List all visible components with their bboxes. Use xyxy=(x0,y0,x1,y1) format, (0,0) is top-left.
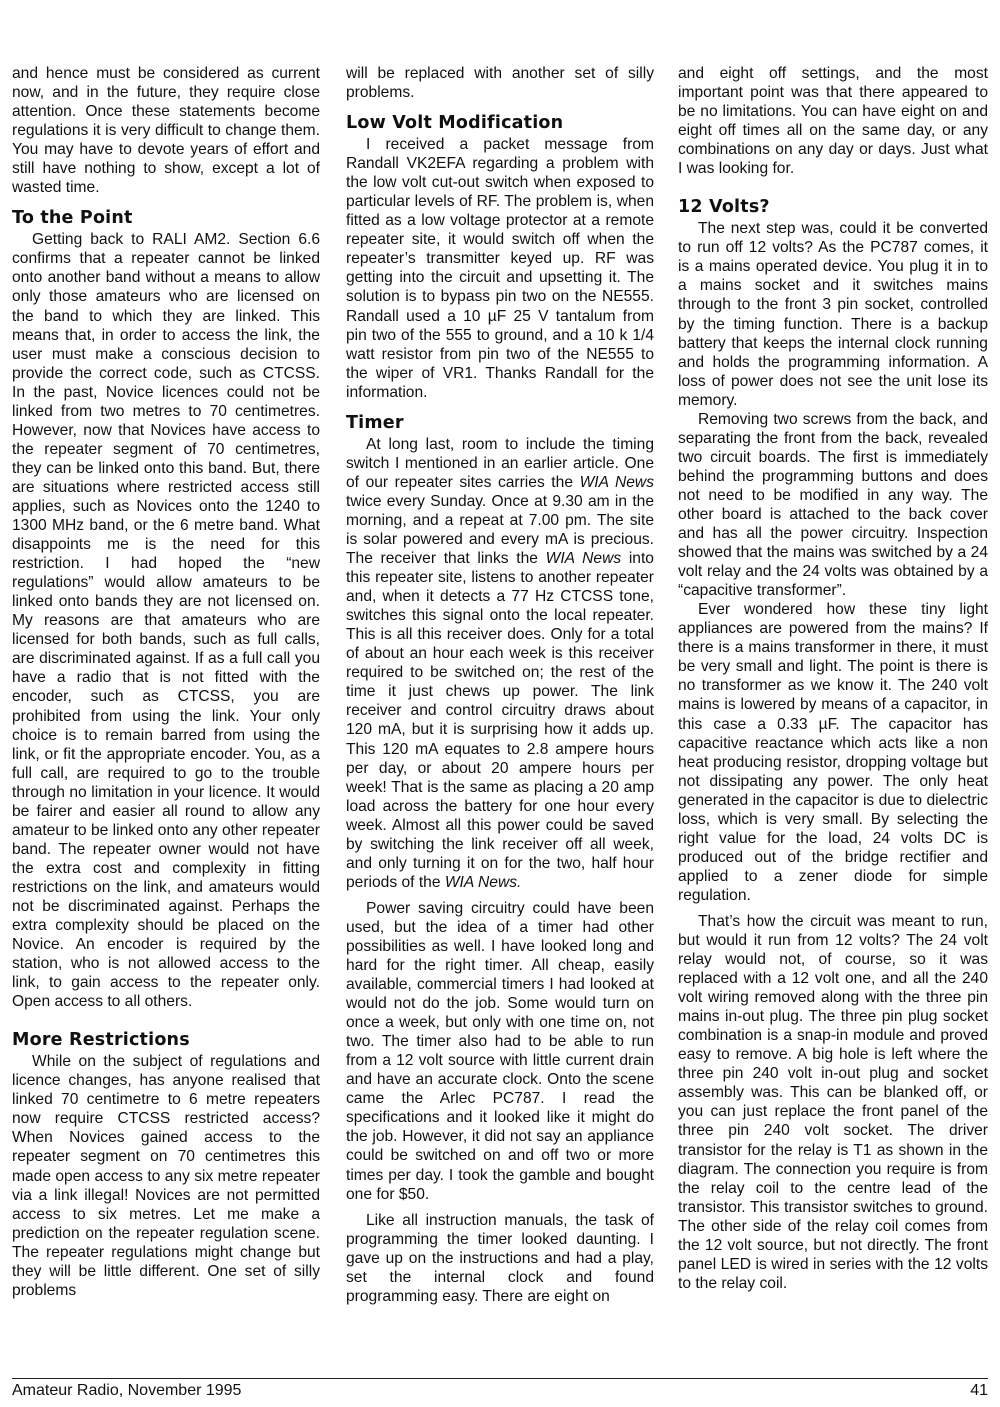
paragraph xyxy=(346,435,654,892)
publication-name: WIA News. xyxy=(444,873,522,891)
paragraph: While on the subject of regulations and licence changes, has anyone realised that linked 70 centimetre to 6 metre repeaters now require CTCSS restricted access? When Novices gained access to the repeater segment on 70 centimetres this made open access to any six metre repeater via a link illegal! Novices are not permitted access to six metres. Let me make a prediction on the repeater regulation scene. The repeater regulations might change but they will be little different. One set of silly problems xyxy=(12,1053,320,1299)
page-number: 41 xyxy=(970,1382,988,1399)
paragraph: Power saving circuitry could have been used, but the idea of a timer had other possibilities as well. I have looked long and hard for the right timer. All cheap, easily available, commercial timers I had looked at would not do the job. Some would turn on once a week, but only with one time on, not two. The timer also had to be able to run from a 12 volt source with little current drain and have an accurate clock. Onto the scene came the Arlec PC787. I read the specifications and it looked like it might do the job. However, it did not say an appliance could be switched on and off two or more times per day. I took the gamble and bought one for $50. xyxy=(346,899,654,1203)
text-run: twice every Sunday. Once at 9.30 am in the morning, and a repeat at 7.00 pm. The site is solar powered and every mA is precious. The receiver that links the xyxy=(346,492,654,568)
footer-divider xyxy=(12,1378,988,1379)
paragraph: I received a packet message from Randall VK2EFA regarding a problem with the low volt cut-out switch when exposed to particular levels of RF. The problem is, when fitted as a low voltage protector at a remote repeater site, it would switch off when the repeater’s transmitter keyed up. RF was getting into the circuit and upsetting it. The solution is to bypass pin two on the NE555. Randall used a 10 µF 25 V tantalum from pin two of the 555 to ground, and a 10 k 1/4 watt resistor from pin two of the NE555 to the wiper of VR1. Thanks Randall for the information. xyxy=(346,136,654,401)
section-heading-low-volt-modification: Low Volt Modification xyxy=(346,113,564,134)
column-1 xyxy=(12,64,320,1300)
section-heading-12-volts: 12 Volts? xyxy=(678,197,770,218)
paragraph: and eight off settings, and the most important point was that there appeared to be no limitations. You can have eight on and eight off times all on the same day, or any combinations on any day or days. Just what I was looking for. xyxy=(678,65,988,178)
paragraph: Removing two screws from the back, and separating the front from the back, revealed two circuit boards. The first is immediately behind the programming buttons and does not need to be modified in any way. The other board is attached to the back cover and has all the power circuitry. Inspection showed that the mains was switched by a 24 volt relay and the 24 volts was obtained by a “capacitive transformer”. xyxy=(678,410,988,600)
publication-name: WIA News xyxy=(579,473,654,491)
paragraph: That’s how the circuit was meant to run, but would it run from 12 volts? The 24 volt relay would not, of course, so it was replaced with a 12 volt one, and all the 240 volt wiring removed along with the three pin mains in-out plug. The three pin plug socket combination is a snap-in module and proved easy to remove. A big hole is left where the three pin 240 volt in-out plug and socket assembly was. This can be blanked off, or you can just replace the front panel of the three pin 240 volt socket. The driver transistor for the relay is T1 as shown in the diagram. The connection you require is from the relay coil to the centre lead of the transistor. This transistor switches to ground. The other side of the relay coil comes from the 12 volt source, but not directly. The front panel LED is wired in series with the 12 volts to the relay coil. xyxy=(678,912,988,1292)
paragraph: Ever wondered how these tiny light appliances are powered from the mains? If there is a mains transformer in there, it must be very small and light. The point is there is no transformer as we know it. The 240 volt mains is lowered by means of a capacitor, in this case a 0.33 µF. The capacitor has capacitive reactance which acts like a non heat producing resistor, dropping voltage but not dissipating any power. The only heat generated in the capacitor is due to dielectric loss, which is very small. By selecting the right value for the load, 24 volts DC is produced out of the bridge rectifier and applied to a zener diode for simple regulation. xyxy=(678,601,988,904)
paragraph: and hence must be considered as current now, and in the future, they require close attention. Once these statements become regulations it is very difficult to change them. You may have to devote years of effort and still have nothing to show, except a lot of wasted time. xyxy=(12,65,320,197)
column-3 xyxy=(678,64,988,1293)
section-heading-timer: Timer xyxy=(346,412,404,433)
text-run: At long last, room to include the timing switch I mentioned in an earlier article. One of our repeater sites carries the xyxy=(346,435,654,491)
paragraph: Getting back to RALI AM2. Section 6.6 confirms that a repeater cannot be linked onto another band without a means to allow only those amateurs who are licensed on the band to which they are linked. This means that, in order to access the link, the user must make a conscious decision to provide the correct code, such as CTCSS. In the past, Novice licences could not be linked from two metres to 70 centimetres. However, now that Novices have access to the repeater segment of 70 centimetres, they can be linked onto this band. But, there are situations where restricted access still applies, such as Novices onto the 1240 to 1300 MHz band, or the 6 metre band. What disappoints me is the need for this restriction. I had hoped the “new regulations” would allow amateurs to be linked onto bands they are not licensed on. My reasons are that amateurs who are licensed for both bands, such as full calls, are discriminated against. If as a full call you have a radio that is not fitted with the encoder, such as CTCSS, you are prohibited from using the link. Your only choice is to remain barred from using the link, or fit the appropriate encoder. You, as a full call, are required to go to the trouble through no limitation in your licence. It would be fairer and easier all round to allow any amateur to be linked onto any other repeater band. The repeater owner would not have the extra cost and complexity in fitting restrictions on the link, and amateurs would not be discriminated against. Perhaps the extra complexity should be placed on the Novice. An encoder is required by the station, who is not allowed access to the link, to gain access to the repeater only. Open access to all others. xyxy=(12,231,320,1011)
publication-name: WIA News xyxy=(545,550,622,568)
column-2 xyxy=(346,64,654,1306)
section-heading-more-restrictions: More Restrictions xyxy=(12,1030,190,1051)
text-run: into this repeater site, listens to another repeater and, when it detects a 77 Hz CTCSS tone, switches this signal onto the local repeater. This is all this receiver does. Only for a total of about an hour each week is this receiver required to be switched on; the rest of the time it just chews up power. The link receiver and control circuitry draws about 120 mA, but it is surprising how it adds up. This 120 mA equates to 2.8 ampere hours per day, or about 20 ampere hours per week! That is the same as placing a 20 amp load across the battery for one hour every week. Almost all this power could be saved by switching the link receiver off all week, and only turning it on for the two, half hour periods of the xyxy=(346,550,654,891)
paragraph: Like all instruction manuals, the task of programming the timer looked daunting. I gave up on the instructions and had a play, set the internal clock and found programming easy. There are eight on xyxy=(346,1211,654,1305)
paragraph: The next step was, could it be converted to run off 12 volts? As the PC787 comes, it is a mains operated device. You plug it in to a mains socket and it switches mains through to the front 3 pin socket, controlled by the timing function. There is a backup battery that keeps the internal clock running and holds the programming information. A loss of power does not see the unit lose its memory. xyxy=(678,220,988,409)
footer-publication: Amateur Radio, November 1995 xyxy=(12,1382,242,1399)
section-heading-to-the-point: To the Point xyxy=(12,208,133,229)
paragraph: will be replaced with another set of silly problems. xyxy=(346,65,654,102)
